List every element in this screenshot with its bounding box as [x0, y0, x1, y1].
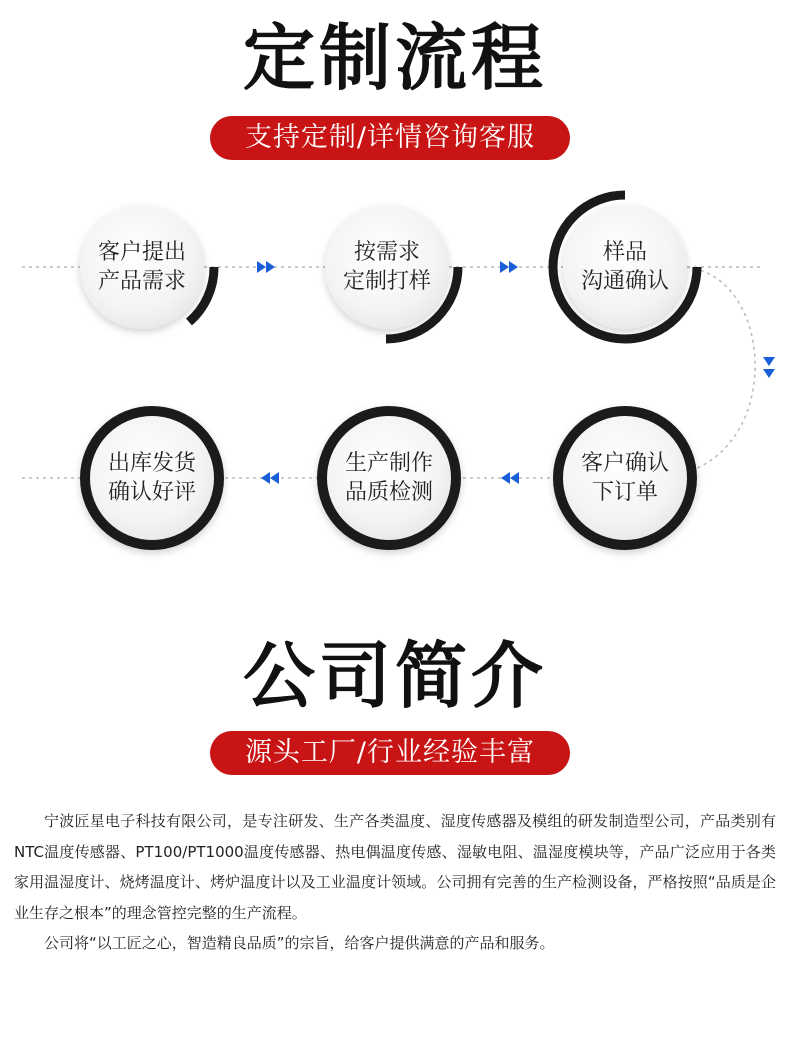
step-label-line2: 沟通确认: [580, 269, 669, 294]
process-banner: 支持定制/详情咨询客服: [210, 116, 570, 160]
step-label-line2: 产品需求: [97, 269, 186, 294]
step-production: [317, 406, 461, 550]
step-sample-confirm: [563, 205, 687, 329]
arrow-left-icon-1: [501, 472, 519, 484]
step-label-line1: 样品: [602, 240, 647, 265]
step-label-line2: 定制打样: [342, 269, 431, 294]
company-banner: 源头工厂/行业经验丰富: [210, 731, 570, 775]
arrow-down-icon: [763, 357, 775, 378]
intro-paragraph-2: 公司将“以工匠之心，智造精良品质”的宗旨，给客户提供满意的产品和服务。: [44, 934, 555, 952]
intro-paragraph-1: 宁波匠星电子科技有限公司，是专注研发、生产各类温度、湿度传感器及模组的研发制造型公司，产品类别有NTC温度传感器、PT100/PT1000温度传感器、热电偶温度传感、湿敏电阻、温湿度模块等，产品广泛应用于各类家用温湿度计、烧烤温度计、烤炉温度计以及工业温度计领域。公司拥有完善的生产检测设备，严格按照“品质是企业生存之根本”的理念管控完整的生产流程。: [14, 812, 776, 922]
step-label-line2: 确认好评: [107, 480, 196, 505]
step-label-line1: 生产制作: [344, 451, 433, 476]
company-title: 公司简介: [242, 634, 547, 718]
step-label-line2: 下订单: [591, 480, 658, 505]
step-sample-making: [325, 205, 449, 329]
step-shipping: [80, 406, 224, 550]
step-label-line1: 出库发货: [107, 451, 196, 476]
arrow-right-icon-1: [257, 261, 275, 273]
process-title: 定制流程: [242, 16, 547, 100]
step-label-line2: 品质检测: [344, 480, 433, 505]
step-label-line1: 按需求: [353, 240, 420, 265]
step-place-order: [553, 406, 697, 550]
step-label-line1: 客户确认: [580, 451, 669, 476]
step-label-line1: 客户提出: [97, 240, 186, 265]
arrow-right-icon-2: [500, 261, 518, 273]
step-customer-request: [80, 205, 204, 329]
company-intro: [14, 806, 776, 959]
arrow-left-icon-2: [261, 472, 279, 484]
